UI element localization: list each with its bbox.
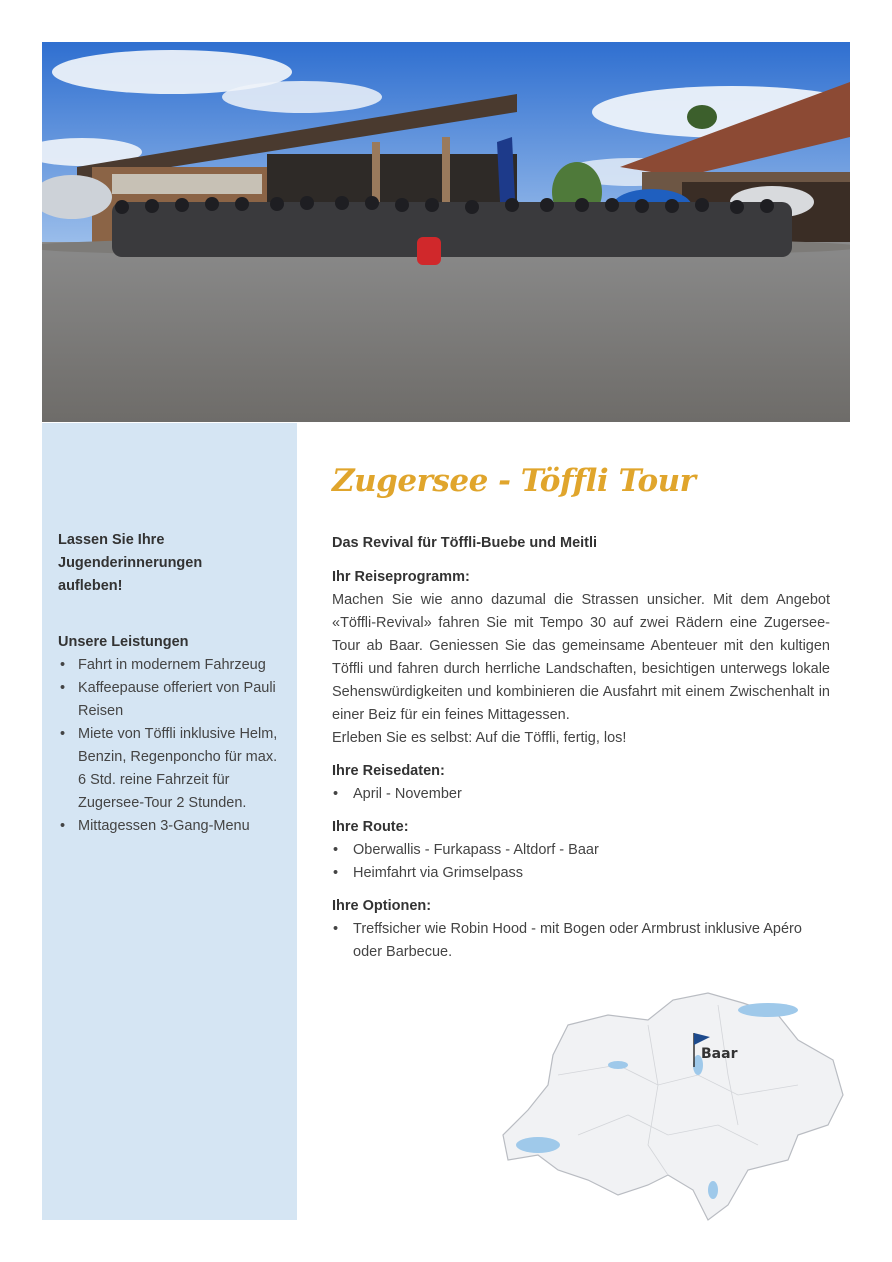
group-photo-illustration [42, 42, 850, 422]
program-heading: Ihr Reiseprogramm: [332, 569, 470, 585]
map-label-baar: Baar [701, 1046, 738, 1062]
list-item: • Miete von Töffli inklusive Helm, Benzin, Regenponcho für max. 6 Std. reine Fahrzeit für Zugersee-Tour 2 Stunden. [58, 723, 284, 815]
list-item: • Fahrt in modernem Fahrzeug [58, 654, 284, 677]
sidebar [42, 423, 297, 1220]
program-closing: Erleben Sie es selbst: Auf die Töffli, fertig, los! [332, 730, 627, 746]
dates-list [332, 783, 830, 806]
list-item: • Heimfahrt via Grimselpass [332, 862, 830, 885]
list-item: • Mittagessen 3-Gang-Menu [58, 815, 284, 838]
subtitle: Das Revival für Töffli-Buebe und Meitli [332, 535, 598, 551]
options-list [332, 918, 830, 964]
page-title: Zugersee - Töffli Tour [332, 463, 696, 499]
list-item: • April - November [332, 783, 830, 806]
list-item: • Kaffeepause offeriert von Pauli Reisen [58, 677, 284, 723]
options-heading: Ihre Optionen: [332, 898, 432, 914]
header-photo [42, 42, 850, 422]
route-list [332, 839, 830, 885]
services-list [58, 654, 284, 838]
map-outline-icon [498, 985, 848, 1225]
list-item: • Oberwallis - Furkapass - Altdorf - Baar [332, 839, 830, 862]
program-text: Machen Sie wie anno dazumal die Strassen unsicher. Mit dem Angebot «Töffli-Revival» fahren Sie mit Tempo 30 auf zwei Rädern eine Zugersee-Tour ab Baar. Geniessen Sie das gemeinsame Abenteuer mit den kultigen Töffli und fahren durch herrliche Landschaften, besichtigen unterwegs lokale Sehenswürdigkeiten und kombinieren die Ausfahrt mit einem Zwischenhalt in einer Beiz für ein feines Mittagessen. [332, 592, 830, 723]
switzerland-map [498, 985, 848, 1225]
list-item: • Treffsicher wie Robin Hood - mit Bogen oder Armbrust inklusive Apéro oder Barbecue. [332, 918, 830, 964]
route-heading: Ihre Route: [332, 819, 409, 835]
services-heading: Unsere Leistungen [58, 634, 189, 650]
sidebar-tagline: Lassen Sie Ihre Jugenderinnerungen aufleben! [58, 532, 203, 594]
main-content [332, 455, 830, 964]
dates-heading: Ihre Reisedaten: [332, 763, 445, 779]
